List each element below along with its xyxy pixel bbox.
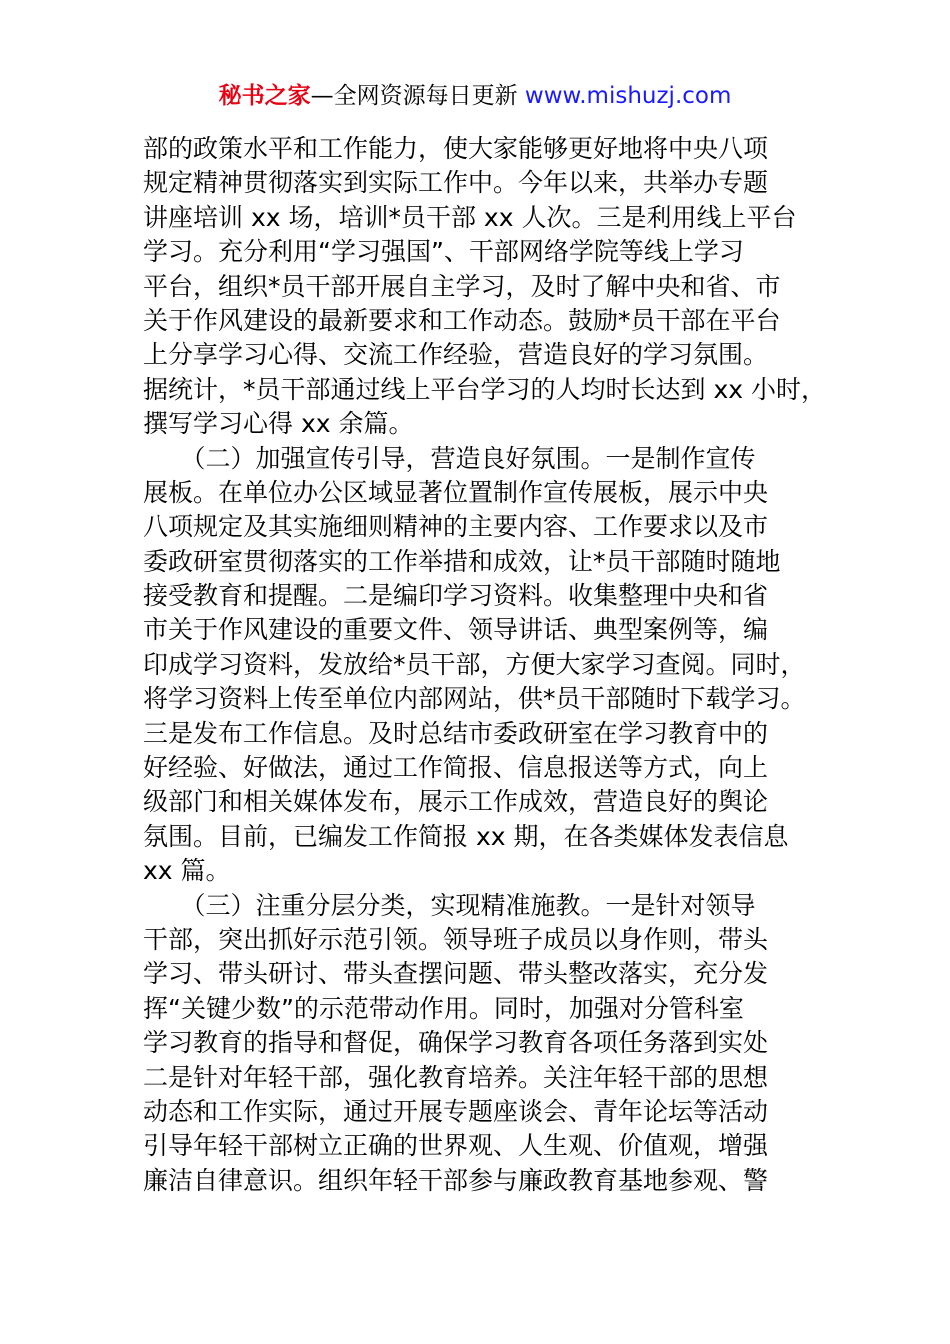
site-brand: 秘书之家	[218, 83, 311, 109]
text-line: （三）注重分层分类，实现精准施教。一是针对领导	[143, 890, 756, 920]
text-line: 据统计，*员干部通过线上平台学习的人均时长达到 xx 小时，	[143, 374, 826, 404]
text-line: 平台，组织*员干部开展自主学习，及时了解中央和省、市	[143, 271, 781, 301]
text-line: 二是针对年轻干部，强化教育培养。关注年轻干部的思想	[143, 1062, 769, 1092]
text-line: 学习教育的指导和督促，确保学习教育各项任务落到实处	[143, 1028, 769, 1058]
site-header	[0, 80, 950, 112]
text-line: 级部门和相关媒体发布，展示工作成效，营造良好的舆论	[143, 787, 769, 817]
text-line: 八项规定及其实施细则精神的主要内容、工作要求以及市	[143, 512, 769, 542]
text-line: 委政研室贯彻落实的工作举措和成效，让*员干部随时随地	[143, 546, 781, 576]
text-line: 上分享学习心得、交流工作经验，营造良好的学习氛围。	[143, 340, 769, 370]
text-line: 三是发布工作信息。及时总结市委政研室在学习教育中的	[143, 718, 769, 748]
text-line: 讲座培训 xx 场，培训*员干部 xx 人次。三是利用线上平台	[143, 202, 797, 232]
text-line: 将学习资料上传至单位内部网站，供*员干部随时下载学习。	[143, 684, 806, 714]
text-line: 挥“关键少数”的示范带动作用。同时，加强对分管科室	[143, 993, 744, 1023]
text-line: 学习。充分利用“学习强国”、干部网络学院等线上学习	[143, 237, 744, 267]
text-line: （二）加强宣传引导，营造良好氛围。一是制作宣传	[143, 443, 756, 473]
text-line: 氛围。目前，已编发工作简报 xx 期，在各类媒体发表信息	[143, 821, 789, 851]
site-url-link[interactable]: www.mishuzj.com	[524, 83, 732, 109]
text-line: 关于作风建设的最新要求和工作动态。鼓励*员干部在平台	[143, 305, 781, 335]
text-line: 接受教育和提醒。二是编印学习资料。收集整理中央和省	[143, 581, 769, 611]
site-tagline: —全网资源每日更新	[310, 83, 525, 109]
text-line: 撰写学习心得 xx 余篇。	[143, 409, 414, 439]
text-line: 好经验、好做法，通过工作简报、信息报送等方式，向上	[143, 753, 769, 783]
text-line: 动态和工作实际，通过开展专题座谈会、青年论坛等活动	[143, 1096, 769, 1126]
text-line: 学习、带头研讨、带头查摆问题、带头整改落实，充分发	[143, 959, 769, 989]
text-line: 市关于作风建设的重要文件、领导讲话、典型案例等，编	[143, 615, 769, 645]
text-line: xx 篇。	[143, 856, 231, 886]
text-line: 展板。在单位办公区域显著位置制作宣传展板，展示中央	[143, 477, 769, 507]
text-line: 印成学习资料，发放给*员干部，方便大家学习查阅。同时，	[143, 649, 806, 679]
text-line: 干部，突出抓好示范引领。领导班子成员以身作则，带头	[143, 924, 769, 954]
text-line: 部的政策水平和工作能力，使大家能够更好地将中央八项	[143, 134, 769, 163]
text-line: 规定精神贯彻落实到实际工作中。今年以来，共举办专题	[143, 168, 769, 198]
document-body	[143, 132, 826, 1198]
text-line: 引导年轻干部树立正确的世界观、人生观、价值观，增强	[143, 1131, 769, 1161]
text-line: 廉洁自律意识。组织年轻干部参与廉政教育基地参观、警	[143, 1165, 769, 1195]
